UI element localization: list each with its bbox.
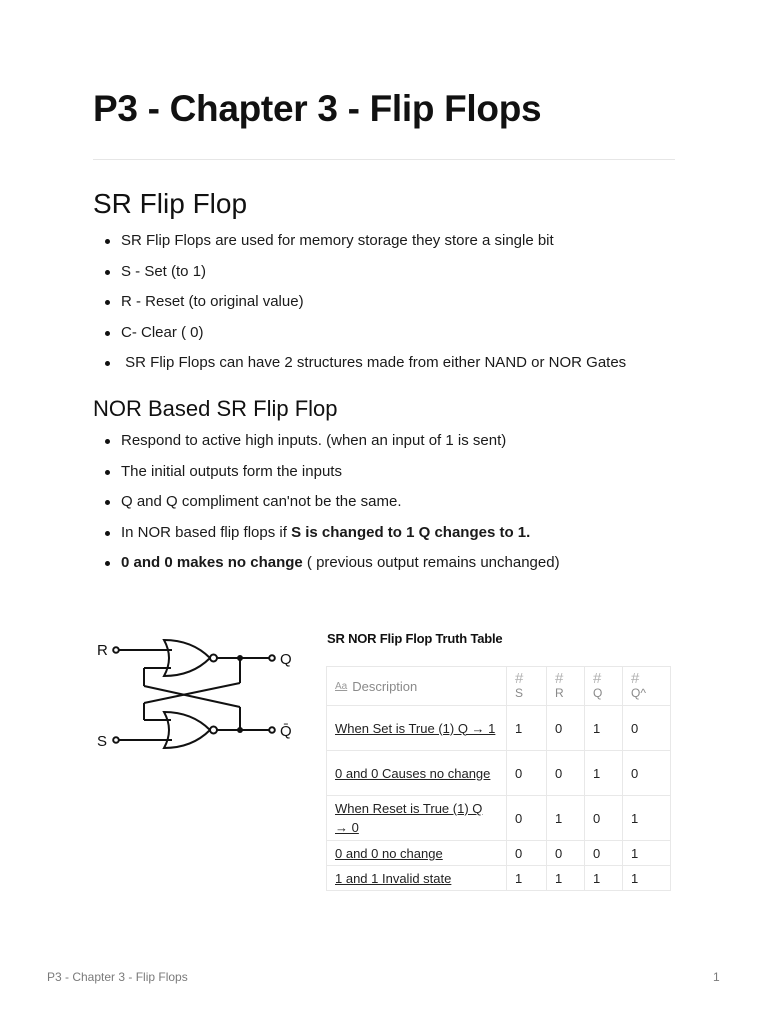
cell-q: 1 — [585, 751, 623, 796]
cell-q: 1 — [585, 706, 623, 751]
column-header-s[interactable] — [507, 667, 547, 706]
column-header-description[interactable] — [327, 667, 507, 706]
list-item: SR Flip Flops are used for memory storage they store a single bit — [105, 231, 626, 262]
cell-s: 1 — [507, 866, 547, 891]
bottom-nor-gate — [164, 712, 210, 748]
column-header-label: Description — [352, 678, 418, 694]
list-item — [105, 523, 560, 554]
column-header-r[interactable] — [547, 667, 585, 706]
nor-based-bullet-list — [105, 431, 560, 584]
cell-q: 0 — [585, 796, 623, 841]
r-label: R — [97, 642, 108, 659]
column-header-label: S — [515, 686, 524, 700]
table-row — [327, 751, 671, 796]
list-item: The initial outputs form the inputs — [105, 462, 560, 493]
row-description-link[interactable]: When Reset is True (1) Q → 0 — [335, 801, 483, 835]
number-type-icon: # — [631, 670, 640, 687]
qbar-label: Q̄ — [280, 723, 292, 740]
footer-document-title: P3 - Chapter 3 - Flip Flops — [47, 970, 188, 984]
number-type-icon: # — [593, 670, 602, 687]
cell-r: 1 — [547, 796, 585, 841]
row-description-link[interactable]: 0 and 0 no change — [335, 845, 443, 861]
section-heading-nor-based: NOR Based SR Flip Flop — [93, 396, 338, 421]
list-item — [105, 553, 560, 584]
list-item: C- Clear ( 0) — [105, 323, 626, 354]
table-header-row — [327, 667, 671, 706]
list-item: S - Set (to 1) — [105, 262, 626, 293]
column-header-label: Q^ — [631, 686, 646, 700]
column-header-q-hat[interactable] — [623, 667, 671, 706]
s-label: S — [97, 733, 108, 750]
cell-q-hat: 1 — [623, 866, 671, 891]
cell-s: 1 — [507, 706, 547, 751]
cell-q-hat: 0 — [623, 706, 671, 751]
row-description-link[interactable]: 0 and 0 Causes no change — [335, 765, 491, 781]
bullet-bold-text: S is changed to 1 Q changes to 1. — [291, 523, 531, 541]
cell-q-hat: 1 — [623, 796, 671, 841]
list-item: Respond to active high inputs. (when an input of 1 is sent) — [105, 431, 560, 462]
cell-q: 0 — [585, 841, 623, 866]
top-nor-gate — [164, 640, 210, 676]
title-divider — [93, 159, 675, 160]
bottom-gate-bubble — [210, 727, 217, 734]
table-row — [327, 796, 671, 841]
sr-flip-flop-bullet-list — [105, 231, 626, 384]
nor-sr-flip-flop-circuit — [92, 628, 302, 758]
list-item: SR Flip Flops can have 2 structures made from either NAND or NOR Gates — [105, 353, 626, 384]
q-output-terminal — [269, 655, 275, 661]
s-input-terminal — [113, 737, 119, 743]
cell-q-hat: 1 — [623, 841, 671, 866]
column-header-q[interactable] — [585, 667, 623, 706]
table-row — [327, 841, 671, 866]
cell-s: 0 — [507, 841, 547, 866]
page-title: P3 - Chapter 3 - Flip Flops — [93, 88, 542, 129]
cell-r: 1 — [547, 866, 585, 891]
top-gate-bubble — [210, 655, 217, 662]
q-label: Q — [280, 651, 292, 668]
number-type-icon: # — [515, 670, 524, 687]
text-type-icon: Aa — [335, 680, 348, 692]
column-header-label: Q — [593, 686, 603, 700]
cell-s: 0 — [507, 796, 547, 841]
cell-r: 0 — [547, 841, 585, 866]
cell-r: 0 — [547, 706, 585, 751]
cell-s: 0 — [507, 751, 547, 796]
qbar-output-terminal — [269, 727, 275, 733]
cell-q-hat: 0 — [623, 751, 671, 796]
row-description-link[interactable]: When Set is True (1) Q → 1 — [335, 720, 496, 736]
list-item: Q and Q compliment can'not be the same. — [105, 492, 560, 523]
footer-page-number: 1 — [713, 970, 720, 984]
table-row — [327, 866, 671, 891]
column-header-label: R — [555, 686, 564, 700]
q-junction-dot — [237, 655, 243, 661]
bullet-text: ( previous output remains unchanged) — [302, 554, 560, 572]
truth-table — [326, 666, 671, 891]
table-row — [327, 706, 671, 751]
qbar-junction-dot — [237, 727, 243, 733]
section-heading-sr-flip-flop: SR Flip Flop — [93, 188, 248, 219]
bullet-bold-text: 0 and 0 makes no change — [121, 554, 303, 572]
list-item: R - Reset (to original value) — [105, 292, 626, 323]
number-type-icon: # — [555, 670, 564, 687]
cell-q: 1 — [585, 866, 623, 891]
bullet-text: In NOR based flip flops if — [121, 523, 292, 541]
truth-table-caption: SR NOR Flip Flop Truth Table — [327, 631, 503, 646]
r-input-terminal — [113, 647, 119, 653]
row-description-link[interactable]: 1 and 1 Invalid state — [335, 870, 452, 886]
cell-r: 0 — [547, 751, 585, 796]
